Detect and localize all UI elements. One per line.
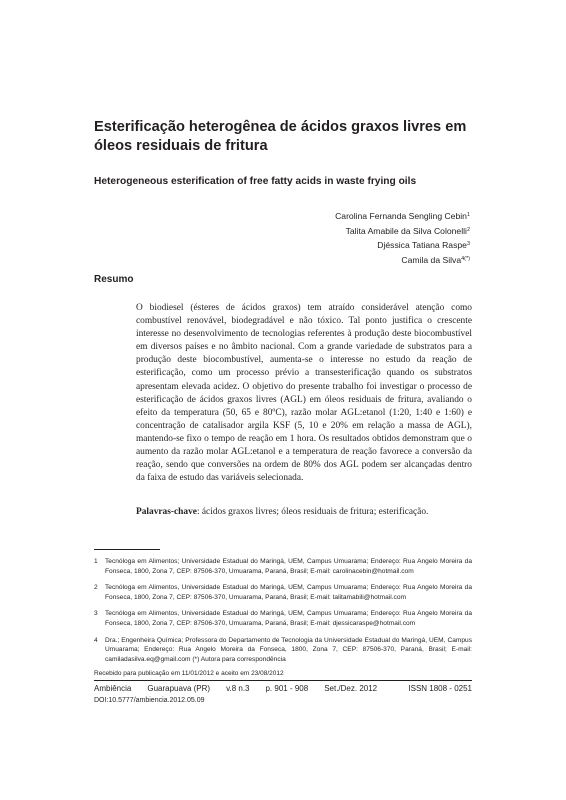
doi: DOI:10.5777/ambiencia.2012.05.09 xyxy=(94,697,205,704)
journal-volume: v.8 n.3 xyxy=(226,684,250,693)
resumo-heading: Resumo xyxy=(94,274,134,285)
footnote-text: Tecnóloga em Alimentos; Universidade Estadual do Maringá, UEM, Campus Umuarama; Endereço: Rua Angelo Moreira da Fonseca, 1800, Zona 7, CEP: 87506-370, Umuarama, Paraná, Brasil; E-mail: carolinacebin@hotmail.com xyxy=(105,558,472,575)
author-item xyxy=(210,224,470,239)
received-date: Recebido para publicação em 11/01/2012 e aceito em 23/08/2012 xyxy=(94,670,284,677)
journal-name: Ambiência xyxy=(94,684,132,693)
keywords-text: : ácidos graxos livres; óleos residuais de fritura; esterificação. xyxy=(196,507,429,517)
author-name: Talita Amabile da Silva Colonelli xyxy=(345,225,467,236)
keywords xyxy=(136,506,472,519)
footnote-number: 3 xyxy=(94,610,98,618)
journal-issn: ISSN 1808 - 0251 xyxy=(408,684,472,693)
footnote-text: Tecnóloga em Alimentos, Universidade Estadual do Maringá, UEM, Campus Umuarama; Endereço: Rua Angelo Moreira da Fonseca, 1800, Zona 7, CEP: 87506-370, Umuarama, Paraná, Brasil; E-mail: djessicaraspe@hotmail.com xyxy=(105,610,472,627)
footnote-number: 4 xyxy=(94,636,98,644)
footnote xyxy=(94,636,472,665)
journal-date: Set./Dez. 2012 xyxy=(324,684,378,693)
footnote-text: Dra.; Engenheira Química; Professora do Departamento de Tecnologia da Universidade Estadual do Maringá, UEM, Campus Umuarama; Endereço: Rua Angelo Moreira da Fonseca, 1800, Zona 7, CEP: 87506-370, Paraná, Brasil; E-mail: camiladasilva.eq@gmail.com (*) Autora para correspondência xyxy=(105,636,472,663)
author-name: Carolina Fernanda Sengling Cebin xyxy=(335,211,467,221)
footnote-number: 2 xyxy=(94,584,98,592)
author-mark: 3 xyxy=(466,241,470,248)
author-list xyxy=(210,209,470,268)
footnote xyxy=(94,583,472,602)
author-item xyxy=(210,209,470,224)
footnote xyxy=(94,557,472,576)
footnotes xyxy=(94,557,472,671)
journal-left xyxy=(94,684,377,693)
author-mark: 4(*) xyxy=(461,256,470,263)
keywords-label: Palavras-chave xyxy=(136,507,197,517)
article-subtitle: Heterogeneous esterification of free fatty acids in waste frying oils xyxy=(94,176,417,187)
footer-divider xyxy=(94,680,472,681)
footnote-number: 1 xyxy=(94,558,98,565)
journal-info xyxy=(94,684,472,693)
author-mark: 1 xyxy=(466,212,470,218)
author-item xyxy=(210,238,470,253)
journal-pages: p. 901 - 908 xyxy=(265,684,309,693)
author-name: Djéssica Tatiana Raspe xyxy=(377,240,467,251)
article-title: Esterificação heterogênea de ácidos graxos livres em óleos residuais de fritura xyxy=(94,119,467,154)
footnote xyxy=(94,609,472,628)
author-name: Camila da Silva xyxy=(401,255,462,266)
abstract-text: O biodiesel (ésteres de ácidos graxos) tem atraído considerável atenção como combustível renovável, biodegradável e não tóxico. Tal ponto justifica o crescente interesse no desenvolvimento de tecnologias referentes à produção deste biocombustível em diversos países e no âmbito nacional. Com a grande variedade de substratos para a produção deste biocombustível, aumenta-se o interesse no estudo da reação de esterificação, como um processo prévio a transesterificação quando os substratos apresentam elevada acidez. O objetivo do presente trabalho foi investigar o processo de esterificação de ácidos graxos livres (AGL) em óleos residuais de fritura, avaliando o efeito da temperatura (50, 65 e 80ºC), razão molar AGL:etanol (1:20, 1:40 e 1:60) e concentração de catalisador argila KSF (5, 10 e 20% em relação a massa de AGL), mantendo-se fixo o tempo de reação em 1 hora. Os resultados obtidos demonstram que o aumento da razão molar AGL:etanol e a temperatura de reação favorece a conversão da reação, sendo que conversões na ordem de 80% dos AGL podem ser alcançadas dentro da faixa de estudo das variáveis selecionada. xyxy=(136,303,472,484)
journal-city: Guarapuava (PR) xyxy=(147,684,211,693)
author-mark: 2 xyxy=(466,226,470,233)
footnote-text: Tecnóloga em Alimentos, Universidade Estadual do Maringá, UEM, Campus Umuarama; Endereço: Rua Angelo Moreira da Fonseca, 1800, Zona 7, CEP: 87506-370, Umuarama, Paraná, Brasil; E-mail: talitamabili@hotmail.com xyxy=(105,584,472,601)
author-item xyxy=(210,253,470,268)
footnote-divider xyxy=(94,549,160,550)
